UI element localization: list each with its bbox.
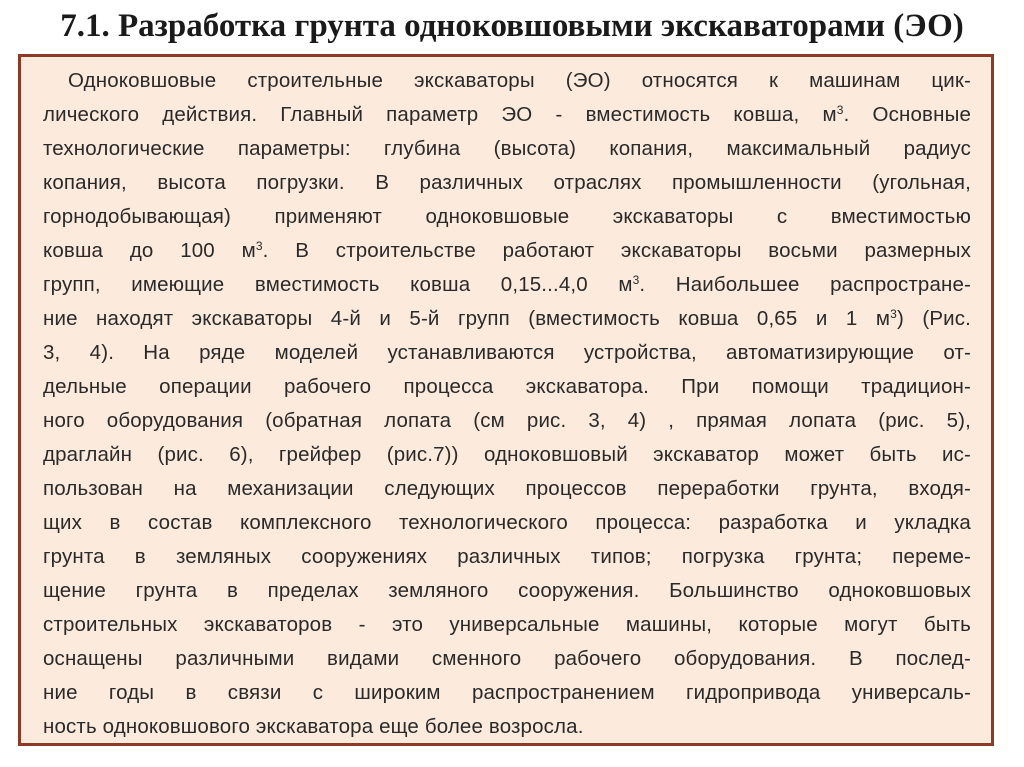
paragraph-line bbox=[43, 404, 971, 438]
line-text: ного оборудования (обратная лопата (см рис. 3, 4) , прямая лопата (рис. 5), bbox=[43, 409, 971, 432]
paragraph-line bbox=[43, 268, 971, 302]
superscript: 3 bbox=[890, 307, 897, 321]
line-text: оснащены различными видами сменного рабочего оборудования. В послед- bbox=[43, 647, 971, 670]
paragraph-line bbox=[43, 336, 971, 370]
paragraph-line bbox=[43, 540, 971, 574]
line-text: дельные операции рабочего процесса экскаватора. При помощи традицион- bbox=[43, 375, 971, 398]
line-text: Одноковшовые строительные экскаваторы (ЭО) относятся к машинам цик- bbox=[68, 69, 971, 92]
paragraph-line bbox=[43, 234, 971, 268]
paragraph-line bbox=[43, 676, 971, 710]
paragraph-line bbox=[43, 200, 971, 234]
line-text: драглайн (рис. 6), грейфер (рис.7)) одноковшовый экскаватор может быть ис- bbox=[43, 443, 971, 466]
line-text: ) (Рис. bbox=[896, 307, 971, 330]
line-text: горнодобывающая) применяют одноковшовые экскаваторы с вместимостью bbox=[43, 205, 971, 228]
paragraph-line bbox=[43, 438, 971, 472]
paragraph-line bbox=[43, 710, 971, 744]
line-text: копания, высота погрузки. В различных отраслях промышленности (угольная, bbox=[43, 171, 971, 194]
paragraph-line bbox=[43, 574, 971, 608]
paragraph-line bbox=[43, 302, 971, 336]
line-text: щение грунта в пределах земляного сооружения. Большинство одноковшовых bbox=[43, 579, 971, 602]
line-text: строительных экскаваторов - это универсальные машины, которые могут быть bbox=[43, 613, 971, 636]
line-text: лического действия. Главный параметр ЭО - вместимость ковша, м bbox=[43, 103, 837, 126]
paragraph-line bbox=[43, 642, 971, 676]
paragraph-line bbox=[43, 506, 971, 540]
line-text: . В строительстве работают экскаваторы восьми размерных bbox=[262, 239, 971, 262]
paragraph-line bbox=[68, 64, 971, 98]
line-text: ковша до 100 м bbox=[43, 239, 256, 262]
line-text: щих в состав комплексного технологического процесса: разработка и укладка bbox=[43, 511, 971, 534]
line-text: 3, 4). На ряде моделей устанавливаются устройства, автоматизирующие от- bbox=[43, 341, 971, 364]
paragraph-line bbox=[43, 98, 971, 132]
line-text: . Основные bbox=[843, 103, 972, 126]
line-text: ние находят экскаваторы 4-й и 5-й групп (вместимость ковша 0,65 и 1 м bbox=[43, 307, 891, 330]
superscript: 3 bbox=[836, 103, 844, 117]
superscript: 3 bbox=[632, 273, 640, 287]
text-box bbox=[18, 54, 994, 746]
paragraph-line bbox=[43, 608, 971, 642]
line-text: групп, имеющие вместимость ковша 0,15...4,0 м bbox=[43, 273, 633, 296]
slide-title: 7.1. Разработка грунта одноковшовыми экскаваторами (ЭО) bbox=[60, 8, 964, 44]
line-text: ние годы в связи с широким распространением гидропривода универсаль- bbox=[43, 681, 971, 704]
paragraph-line bbox=[43, 166, 971, 200]
superscript: 3 bbox=[255, 239, 263, 253]
paragraph-line bbox=[43, 472, 971, 506]
line-text: ность одноковшового экскаватора еще более возросла. bbox=[43, 715, 584, 738]
line-text: технологические параметры: глубина (высота) копания, максимальный радиус bbox=[43, 137, 971, 160]
line-text: . Наибольшее распростране- bbox=[639, 273, 971, 296]
paragraph-line bbox=[43, 370, 971, 404]
line-text: грунта в земляных сооружениях различных типов; погрузка грунта; переме- bbox=[43, 545, 971, 568]
paragraph-line bbox=[43, 132, 971, 166]
line-text: пользован на механизации следующих процессов переработки грунта, входя- bbox=[43, 477, 971, 500]
